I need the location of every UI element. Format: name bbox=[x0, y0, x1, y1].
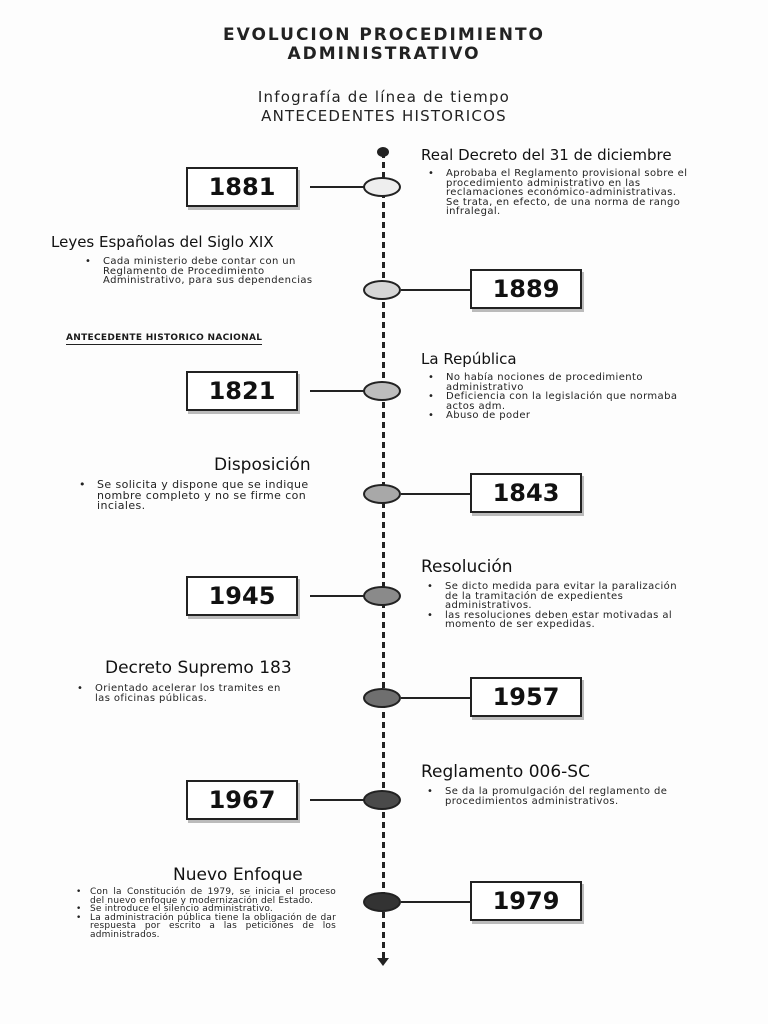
event-heading-1945: Resolución bbox=[421, 557, 513, 577]
event-heading-1843: Disposición bbox=[214, 455, 311, 475]
year-box-1945: 1945 bbox=[186, 576, 298, 616]
event-bullets-1881 bbox=[446, 169, 692, 217]
timeline-axis bbox=[382, 152, 385, 960]
connector-1821 bbox=[310, 390, 364, 392]
page-title bbox=[0, 26, 768, 64]
bullet-item: • Se introduce el silencio administrativo. bbox=[90, 905, 336, 914]
timeline-node-1979 bbox=[363, 892, 401, 912]
year-box-1889: 1889 bbox=[470, 269, 582, 309]
event-heading-1881: Real Decreto del 31 de diciembre bbox=[421, 146, 672, 164]
event-heading-1821: La República bbox=[421, 350, 517, 368]
event-bullets-1967 bbox=[445, 787, 685, 806]
bullet-item: • Abuso de poder bbox=[446, 411, 692, 421]
event-heading-1967: Reglamento 006-SC bbox=[421, 762, 590, 782]
event-bullets-1979 bbox=[90, 888, 336, 939]
event-heading-1979: Nuevo Enfoque bbox=[173, 865, 303, 885]
timeline-node-1881 bbox=[363, 177, 401, 197]
bullet-item: • Orientado acelerar los tramites en las oficinas públicas. bbox=[95, 684, 295, 703]
bullet-item: • las resoluciones deben estar motivadas al momento de ser expedidas. bbox=[445, 611, 693, 630]
timeline-end-arrow-icon bbox=[377, 958, 389, 966]
timeline-node-1945 bbox=[363, 586, 401, 606]
bullet-item: • Se da la promulgación del reglamento de procedimientos administrativos. bbox=[445, 787, 685, 806]
page-title-text: EVOLUCION PROCEDIMIENTO ADMINISTRATIVO bbox=[222, 25, 545, 64]
bullet-item: • Cada ministerio debe contar con un Reglamento de Procedimiento Administrativo, para sus dependencias bbox=[103, 257, 339, 286]
bullet-item: • No había nociones de procedimiento administrativo bbox=[446, 373, 692, 392]
event-bullets-1957 bbox=[95, 684, 295, 703]
event-bullets-1889 bbox=[103, 257, 339, 286]
connector-1945 bbox=[310, 595, 364, 597]
year-box-1967: 1967 bbox=[186, 780, 298, 820]
timeline-start-dot bbox=[377, 147, 389, 157]
subtitle-line-1: Infografía de línea de tiempo bbox=[257, 88, 511, 106]
event-heading-1957: Decreto Supremo 183 bbox=[105, 658, 292, 678]
year-box-1821: 1821 bbox=[186, 371, 298, 411]
bullet-item: • Aprobaba el Reglamento provisional sobre el procedimiento administrativo en las reclamaciones económico-administrativas. Se trata, en efecto, de una norma de rango infralegal. bbox=[446, 169, 692, 217]
bullet-item: • Con la Constitución de 1979, se inicia el proceso del nuevo enfoque y modernización del Estado. bbox=[90, 888, 336, 905]
event-heading-1889: Leyes Españolas del Siglo XIX bbox=[51, 233, 274, 251]
bullet-item: • La administración pública tiene la obligación de dar respuesta por escrito a las peticiones de los administrados. bbox=[90, 914, 336, 940]
connector-1967 bbox=[310, 799, 364, 801]
timeline-node-1957 bbox=[363, 688, 401, 708]
national-section-label: ANTECEDENTE HISTORICO NACIONAL bbox=[66, 333, 263, 343]
timeline-node-1843 bbox=[363, 484, 401, 504]
timeline-node-1967 bbox=[363, 790, 401, 810]
year-box-1843: 1843 bbox=[470, 473, 582, 513]
year-box-1881: 1881 bbox=[186, 167, 298, 207]
page-subtitle bbox=[0, 88, 768, 126]
connector-1881 bbox=[310, 186, 364, 188]
bullet-item: • Se dicto medida para evitar la paralización de la tramitación de expedientes administrativos. bbox=[445, 582, 693, 611]
connector-1979 bbox=[401, 901, 471, 903]
event-bullets-1821 bbox=[446, 373, 692, 421]
timeline-node-1821 bbox=[363, 381, 401, 401]
subtitle-line-2: ANTECEDENTES HISTORICOS bbox=[261, 107, 507, 125]
year-box-1979: 1979 bbox=[470, 881, 582, 921]
connector-1957 bbox=[401, 697, 471, 699]
event-bullets-1945 bbox=[445, 582, 693, 630]
bullet-item: • Deficiencia con la legislación que normaba actos adm. bbox=[446, 392, 692, 411]
connector-1889 bbox=[401, 289, 471, 291]
event-bullets-1843 bbox=[97, 480, 341, 512]
timeline-node-1889 bbox=[363, 280, 401, 300]
year-box-1957: 1957 bbox=[470, 677, 582, 717]
connector-1843 bbox=[401, 493, 471, 495]
bullet-item: • Se solicita y dispone que se indique nombre completo y no se firme con inciales. bbox=[97, 480, 341, 512]
